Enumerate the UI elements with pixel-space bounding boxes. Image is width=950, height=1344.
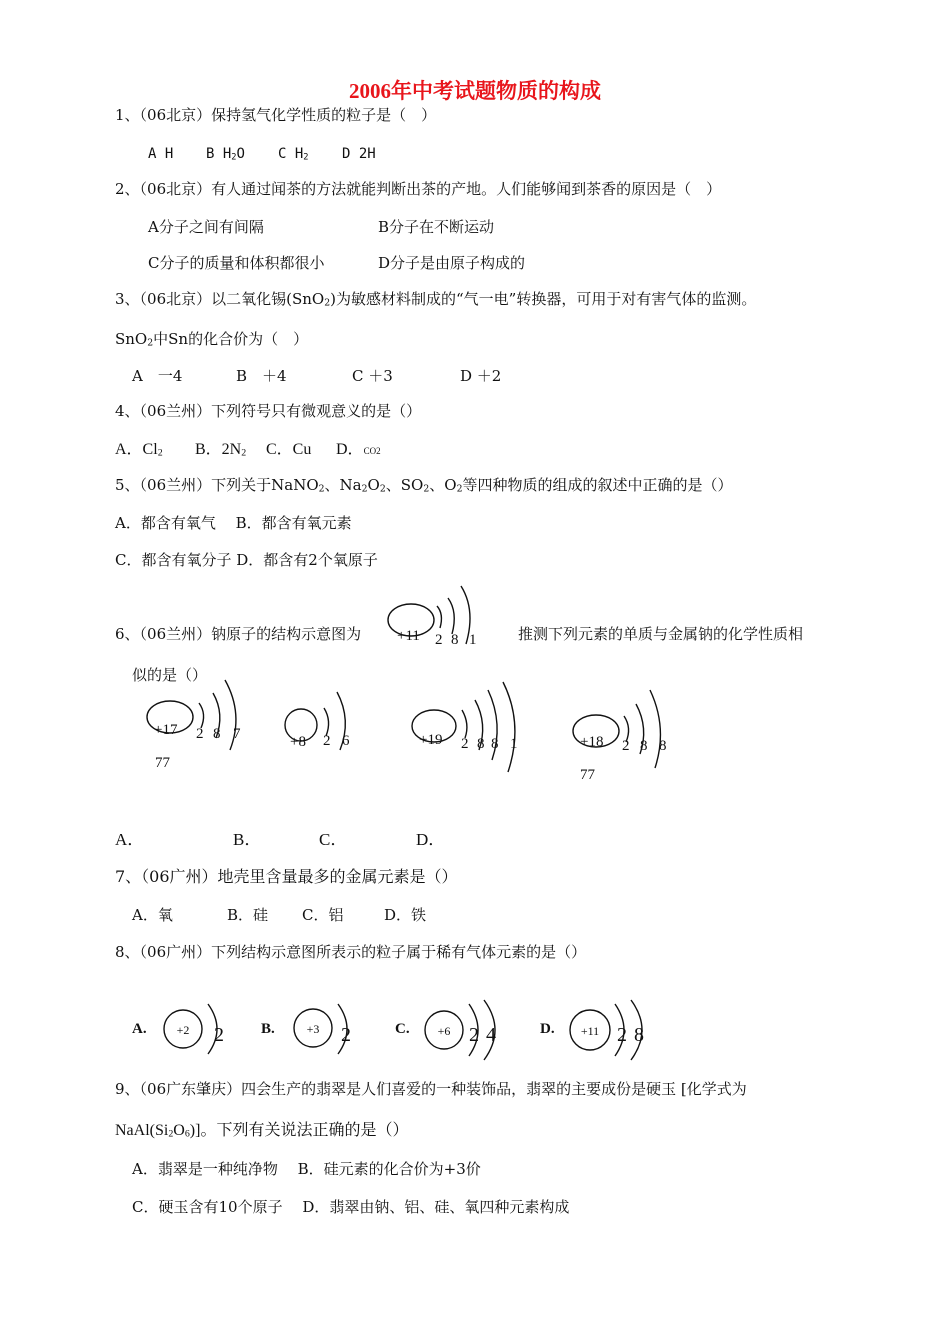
q1-option-c: C $H_2$ — [278, 146, 309, 163]
nucleus-label: +17 — [154, 722, 178, 738]
q2-stem: 2、（06北京）有人通过闻茶的方法就能判断出茶的产地。人们能够闻到茶香的原因是（ ） — [115, 180, 722, 198]
q9-options-row1: A．翡翠是一种纯净物 B．硅元素的化合价为+3价 — [132, 1160, 481, 1178]
shell-label: 8 — [634, 1024, 644, 1046]
na-shell-label: 1 — [469, 632, 477, 648]
q8-label-a: A. — [132, 1021, 147, 1037]
q4-option-b: B．$2N_2$ — [195, 441, 247, 459]
q3-stem-line2: SnO$_2$中Sn的化合价为（ ） — [115, 330, 309, 349]
q2-option-d: D分子是由原子构成的 — [378, 254, 526, 272]
shell-label: 8 — [213, 726, 221, 742]
q2-option-b: B分子在不断运动 — [378, 218, 495, 236]
q7-option-a: A．氧 — [132, 906, 173, 924]
q5-stem: 5、（06兰州）下列关于NaNO$_2$、$Na_2O_2$、$SO_2$、$O_2$等四种物质的组成的叙述中正确的是（） — [115, 476, 733, 495]
q3-option-b: B ＋4 — [236, 367, 287, 385]
q6-stem-continued: 推测下列元素的单质与金属钠的化学性质相 — [518, 625, 804, 643]
q8-diagram-b — [294, 1004, 347, 1054]
q3-stem: 3、（06北京）以二氧化锡(SnO$_2$)为敏感材料制成的“气一电”转换器，可用于对有害气体的监测。 — [115, 290, 757, 309]
extra-label: 77 — [580, 767, 595, 783]
nucleus-label: +2 — [176, 1023, 190, 1037]
nucleus-label: +19 — [419, 732, 443, 748]
shell-arc — [503, 682, 515, 772]
shell-arc — [462, 710, 467, 738]
q6-option-label-a: A． — [115, 830, 145, 849]
q3-option-d: D ＋2 — [460, 367, 502, 385]
q5-options-row1: A．都含有氧气 B．都含有氧元素 — [115, 514, 352, 532]
q1-option-b: B $H_2O$ — [206, 146, 245, 163]
shell-label: 2 — [469, 1024, 479, 1046]
shell-label: 1 — [510, 736, 518, 752]
na-shell-arc — [437, 606, 441, 628]
shell-label: 2 — [341, 1024, 351, 1046]
q8-diagram-c — [425, 1000, 495, 1060]
q8-label-d: D. — [540, 1021, 555, 1037]
shell-label: 2 — [214, 1024, 224, 1046]
q6-diagram-a — [147, 680, 236, 750]
q1-stem: 1、（06北京）保持氢气化学性质的粒子是（ ） — [115, 106, 437, 124]
na-shell-label: 2 — [435, 632, 443, 648]
q1-option-a: A H — [148, 146, 174, 162]
q9-stem: 9、（06广东肇庆）四会生产的翡翠是人们喜爱的一种装饰品，翡翠的主要成份是硬玉 [化学式为 — [115, 1080, 747, 1098]
q6-option-label-c: C． — [319, 830, 348, 849]
nucleus-label: +18 — [580, 734, 604, 750]
shell-label: 4 — [486, 1024, 496, 1046]
na-shell-label: 8 — [451, 632, 459, 648]
q3-option-c: C ＋3 — [352, 367, 393, 385]
q6-stem: 6、（06兰州）钠原子的结构示意图为 — [115, 625, 362, 643]
q6-option-label-d: D． — [416, 830, 446, 849]
q8-label-c: C. — [395, 1021, 410, 1037]
q9-options-row2: C．硬玉含有10个原子 D．翡翠由钠、铝、硅、氧四种元素构成 — [132, 1198, 570, 1216]
nucleus-label: +3 — [306, 1022, 320, 1036]
shell-label: 6 — [342, 733, 350, 749]
q8-label-b: B. — [261, 1021, 275, 1037]
q2-option-a: A分子之间有间隔 — [148, 218, 264, 236]
q8-stem: 8、（06广州）下列结构示意图所表示的粒子属于稀有气体元素的是（） — [115, 943, 587, 961]
q6-diagram-c — [412, 682, 515, 772]
nucleus-label: +6 — [437, 1024, 451, 1038]
shell-label: 7 — [233, 726, 241, 742]
q5-options-row2: C．都含有氧分子 D．都含有2个氧原子 — [115, 551, 378, 569]
q6-diagram-d — [573, 690, 660, 768]
shell-label: 2 — [196, 726, 204, 742]
shell-label: 2 — [323, 733, 331, 749]
na-shell-arc — [448, 598, 454, 634]
q3-option-a: A 一4 — [132, 367, 183, 385]
shell-arc — [650, 690, 660, 768]
q4-option-a: A．$Cl_2$ — [115, 441, 163, 459]
q7-stem: 7、（06广州）地壳里含量最多的金属元素是（） — [115, 867, 458, 886]
nucleus-label: +11 — [580, 1024, 600, 1038]
q1-option-d: D 2H — [342, 146, 376, 162]
shell-label: 8 — [477, 736, 485, 752]
q7-option-b: B．硅 — [227, 906, 269, 924]
q7-option-d: D．铁 — [384, 906, 427, 924]
extra-label: 77 — [155, 755, 170, 771]
q2-option-c: C分子的质量和体积都很小 — [148, 254, 325, 272]
shell-label: 8 — [491, 736, 499, 752]
shell-label: 2 — [461, 736, 469, 752]
page-title: 2006年中考试题物质的构成 — [349, 79, 601, 103]
shell-arc — [199, 703, 204, 728]
q6-option-label-b: B． — [233, 830, 262, 849]
na-nucleus-label: +11 — [397, 628, 420, 644]
q4-option-d: D．CO2 — [336, 441, 381, 458]
q7-option-c: C．铝 — [302, 906, 344, 924]
nucleus-label: +8 — [290, 734, 306, 750]
q9-stem-line2: $NaAl(Si_2O_6)$]。下列有关说法正确的是（） — [115, 1122, 409, 1140]
q8-diagram-a — [164, 1004, 217, 1054]
shell-label: 2 — [622, 738, 630, 754]
q4-stem: 4、（06兰州）下列符号只有微观意义的是（） — [115, 402, 422, 420]
q4-option-c: C．Cu — [266, 441, 312, 458]
shell-arc — [324, 708, 329, 736]
shell-label: 2 — [617, 1024, 627, 1046]
q6-stem-line2: 似的是（） — [132, 666, 208, 684]
shell-label: 8 — [659, 738, 667, 754]
shell-label: 8 — [640, 738, 648, 754]
